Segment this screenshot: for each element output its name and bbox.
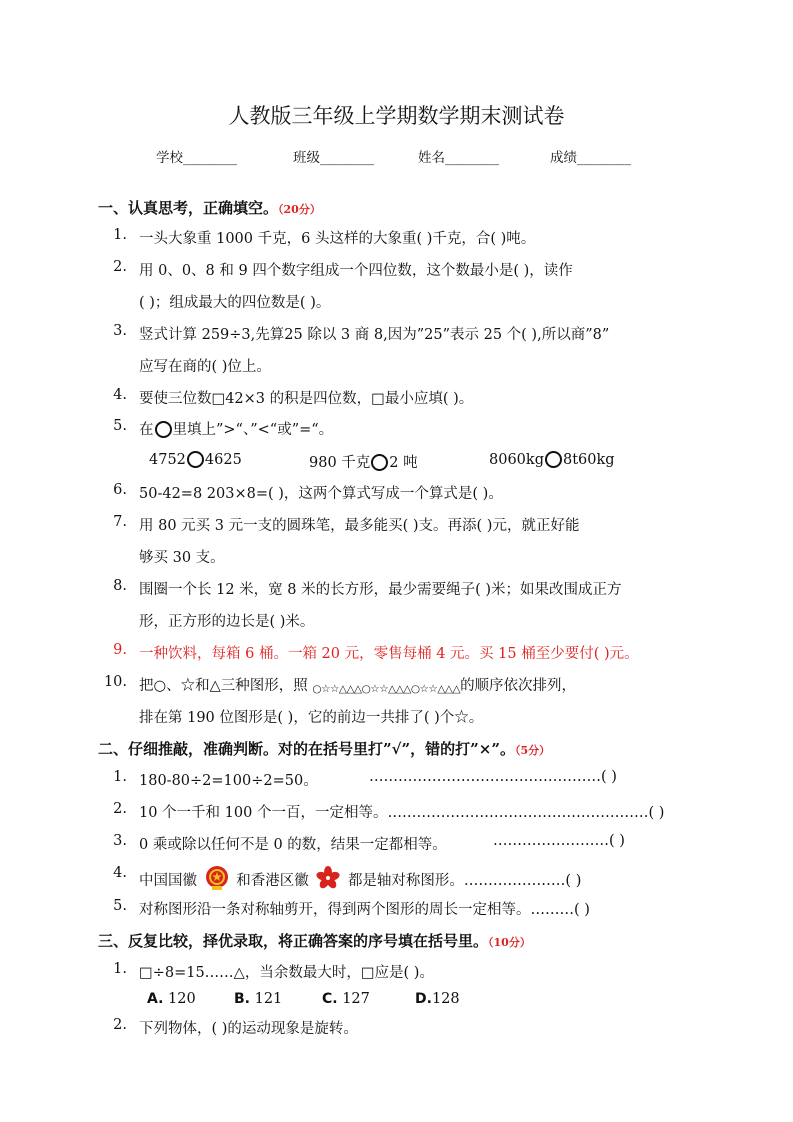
section-1-points: （20分）: [278, 203, 321, 216]
q2-1-text: 180-80÷2=100÷2=50。: [139, 773, 318, 789]
circle-icon: [155, 421, 172, 438]
q1-1-text: 一头大象重 1000 千克，6 头这样的大象重( )千克，合( )吨。: [139, 231, 536, 247]
q1-1-number: 1.: [113, 227, 127, 243]
q2-1-number: 1.: [113, 769, 127, 785]
q1-7-text: 用 80 元买 3 元一支的圆珠笔，最多能买( )支。再添( )元，就正好能: [139, 518, 580, 534]
q2-3-number: 3.: [113, 833, 127, 849]
q1-8-text: 围圈一个长 12 米，宽 8 米的长方形，最少需要绳子( )米；如果改围成正方: [139, 582, 622, 598]
hongkong-emblem-icon: [316, 865, 340, 891]
q1-7-text-cont: 够买 30 支。: [139, 550, 225, 566]
q1-8-text-cont: 形，正方形的边长是( )米。: [139, 614, 315, 630]
q2-3-dots: ……………………( ): [493, 833, 625, 849]
q3-2-number: 2.: [113, 1017, 127, 1033]
circle-icon[interactable]: [187, 451, 204, 468]
china-emblem-icon: [205, 865, 229, 891]
q1-10-text: 把○、☆和△三种图形，照 ○☆☆△△△○☆☆△△△○☆☆△△△的顺序依次排列，: [139, 678, 577, 695]
q1-5-number: 5.: [113, 418, 127, 434]
q3-1-option-d[interactable]: D.128: [415, 991, 460, 1007]
q2-2-number: 2.: [113, 801, 127, 817]
q1-4-text: 要使三位数□42×3 的积是四位数，□最小应填( )。: [139, 391, 474, 407]
page-title: 人教版三年级上学期数学期末测试卷: [228, 104, 565, 128]
q1-2-number: 2.: [113, 259, 127, 275]
q3-1-option-c[interactable]: C. 127: [322, 991, 370, 1007]
q3-1-option-a[interactable]: A. 120: [147, 991, 196, 1007]
q3-1-text: □÷8=15……△，当余数最大时，□应是( )。: [139, 965, 434, 981]
q2-1-dots: …………………………………………( ): [369, 769, 617, 785]
q1-5-compare-1: 4752 4625: [149, 452, 242, 468]
q1-3-number: 3.: [113, 323, 127, 339]
q1-8-number: 8.: [113, 578, 127, 594]
q1-2-text: 用 0、0、8 和 9 四个数字组成一个四位数，这个数最小是( )，读作: [139, 263, 573, 279]
name-field[interactable]: 姓名________: [418, 150, 499, 166]
section-3-heading: 三、反复比较，择优录取，将正确答案的序号填在括号里。（10分）: [98, 932, 531, 950]
q3-2-text: 下列物体，( )的运动现象是旋转。: [139, 1021, 358, 1037]
q1-6-number: 6.: [113, 482, 127, 498]
shape-sequence: ○☆☆△△△○☆☆△△△○☆☆△△△: [312, 683, 461, 695]
q1-4-number: 4.: [113, 387, 127, 403]
q2-3-text: 0 乘或除以任何不是 0 的数，结果一定都相等。: [139, 837, 447, 853]
score-field[interactable]: 成绩________: [550, 150, 631, 166]
q1-7-number: 7.: [113, 514, 127, 530]
q1-3-text: 竖式计算 259÷3,先算25 除以 3 商 8,因为”25”表示 25 个( ),所以商”8”: [139, 327, 610, 343]
section-2-heading: 二、仔细推敲，准确判断。对的在括号里打”√”，错的打”×”。（5分）: [98, 740, 551, 758]
q1-2-text-cont: ( )；组成最大的四位数是( )。: [139, 295, 331, 311]
section-3-points: （10分）: [488, 936, 531, 949]
q1-5-text: 在 里填上”>“、”<“或”=“。: [139, 422, 334, 438]
section-1-heading: 一、认真思考，正确填空。（20分）: [98, 199, 321, 217]
circle-icon[interactable]: [371, 454, 388, 471]
circle-icon[interactable]: [545, 451, 562, 468]
q3-1-option-b[interactable]: B. 121: [234, 991, 283, 1007]
q3-1-number: 1.: [113, 961, 127, 977]
q1-6-text: 50-42=8 203×8=( )，这两个算式写成一个算式是( )。: [139, 486, 503, 502]
class-field[interactable]: 班级________: [293, 150, 374, 166]
q1-10-number: 10.: [103, 674, 127, 690]
q1-3-text-cont: 应写在商的( )位上。: [139, 359, 271, 375]
q2-2-text: 10 个一千和 100 个一百，一定相等。………………………………………………( ): [139, 805, 665, 821]
school-field[interactable]: 学校________: [156, 150, 237, 166]
q1-9-number: 9.: [113, 642, 127, 658]
q2-4-number: 4.: [113, 865, 127, 881]
q1-5-compare-3: 8060kg 8t60kg: [489, 452, 615, 468]
section-2-points: （5分）: [514, 744, 551, 757]
q1-10-text-cont: 排在第 190 位图形是( )，它的前边一共排了( )个☆。: [139, 710, 484, 726]
q1-5-compare-2: 980 千克 2 吨: [309, 455, 418, 471]
q1-9-text: 一种饮料，每箱 6 桶。一箱 20 元，零售每桶 4 元。买 15 桶至少要付( )元。: [139, 646, 639, 662]
q2-4-text: 中国国徽 和香港区徽 都是轴对称图形。…………………( ): [139, 865, 581, 891]
q2-5-number: 5.: [113, 898, 127, 914]
q2-5-text: 对称图形沿一条对称轴剪开，得到两个图形的周长一定相等。………( ): [139, 902, 590, 918]
